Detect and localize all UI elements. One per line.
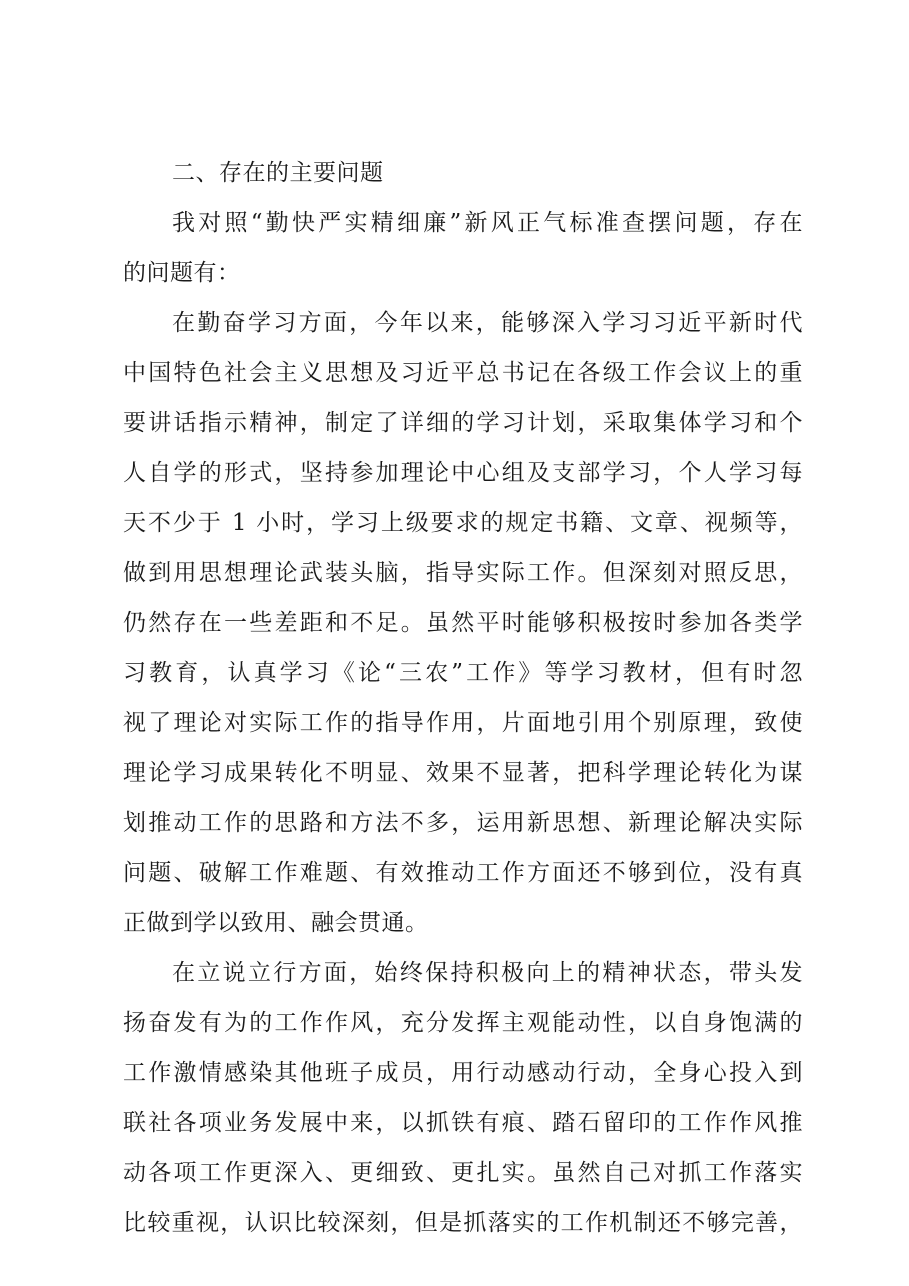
- paragraph-line: 我对照“勤快严实精细廉”新风正气标准查摆问题，存在: [172, 210, 803, 236]
- paragraph-line: 划推动工作的思路和方法不多，运用新思想、新理论解决实际: [123, 810, 803, 836]
- paragraph-line: 工作激情感染其他班子成员，用行动感动行动，全身心投入到: [123, 1060, 803, 1086]
- paragraph-line: 的问题有：: [123, 260, 241, 286]
- paragraph-line: 人自学的形式，坚持参加理论中心组及支部学习，个人学习每: [123, 460, 803, 486]
- paragraph-line: 在立说立行方面，始终保持积极向上的精神状态，带头发: [172, 960, 803, 986]
- section-heading: 二、存在的主要问题: [172, 160, 384, 186]
- paragraph-line: 天不少于 1 小时，学习上级要求的规定书籍、文章、视频等，: [123, 510, 803, 536]
- paragraph-line: 正做到学以致用、融会贯通。: [123, 910, 429, 936]
- paragraph-line: 理论学习成果转化不明显、效果不显著，把科学理论转化为谋: [123, 760, 803, 786]
- paragraph-line: 比较重视，认识比较深刻，但是抓落实的工作机制还不够完善，: [123, 1210, 803, 1236]
- paragraph-line: 问题、破解工作难题、有效推动工作方面还不够到位，没有真: [123, 860, 803, 886]
- paragraph-line: 联社各项业务发展中来，以抓铁有痕、踏石留印的工作作风推: [123, 1110, 803, 1136]
- paragraph-line: 动各项工作更深入、更细致、更扎实。虽然自己对抓工作落实: [123, 1160, 803, 1186]
- paragraph-line: 做到用思想理论武装头脑，指导实际工作。但深刻对照反思，: [123, 560, 803, 586]
- paragraph-line: 要讲话指示精神，制定了详细的学习计划，采取集体学习和个: [123, 410, 803, 436]
- paragraph-line: 在勤奋学习方面，今年以来，能够深入学习习近平新时代: [172, 310, 803, 336]
- paragraph-line: 视了理论对实际工作的指导作用，片面地引用个别原理，致使: [123, 710, 803, 736]
- paragraph-line: 仍然存在一些差距和不足。虽然平时能够积极按时参加各类学: [123, 610, 803, 636]
- paragraph-line: 扬奋发有为的工作作风，充分发挥主观能动性，以自身饱满的: [123, 1010, 803, 1036]
- paragraph-line: 习教育，认真学习《论“三农”工作》等学习教材，但有时忽: [123, 660, 803, 686]
- paragraph-line: 中国特色社会主义思想及习近平总书记在各级工作会议上的重: [123, 360, 803, 386]
